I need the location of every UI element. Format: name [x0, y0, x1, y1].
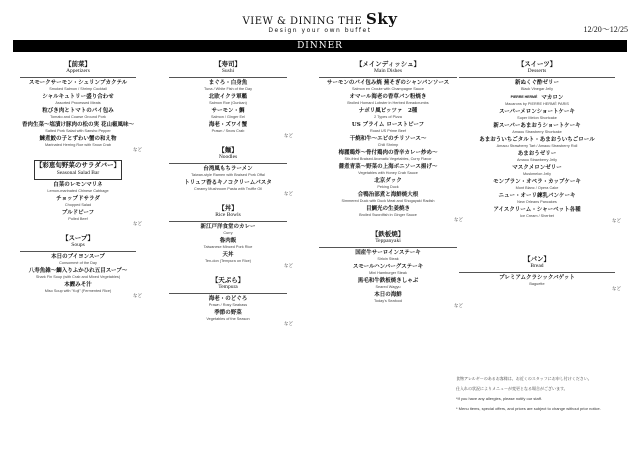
menu-item [163, 224, 293, 236]
menu-item-jp: あまおういちごタルト・あまおういちごロール [479, 137, 595, 143]
menu-item-en: Broiled Swordfish in Ginger Sauce [359, 213, 417, 217]
etc-label: など [284, 134, 293, 139]
menu-item [163, 80, 293, 92]
column-1 [14, 60, 142, 300]
menu-item [453, 80, 621, 92]
tempura-section [163, 276, 293, 328]
menu-item [313, 278, 463, 290]
menu-item-en: Lemon-marinated Chinese Cabbage [47, 189, 109, 193]
column-4 [453, 60, 621, 293]
menu-item [313, 108, 463, 120]
etc-label: など [454, 218, 463, 223]
noodles-section [163, 146, 293, 198]
dinner-banner: DINNER [13, 40, 627, 52]
menu-item [163, 310, 293, 322]
menu-item-jp: 海老・のどぐろ [208, 296, 248, 302]
teppanyaki-section [313, 230, 463, 310]
menu-item-en: Chili Shrimp [377, 143, 399, 147]
section-title-jp: 【鉄板焼】 [371, 230, 405, 238]
footnotes [456, 376, 632, 416]
menu-item-jp: オマール海老の香草パン粉焼き [349, 94, 427, 100]
etc-label: など [612, 219, 621, 224]
menu-item [313, 80, 463, 92]
footnote: *If you have any allergies, please notify our staff. [456, 396, 542, 401]
menu-item-jp: 北京ダック [374, 178, 402, 184]
menu-item-jp: 八寿魚雑～鰤入りふかひれ五目スープ～ [28, 268, 128, 274]
etc-label: など [284, 192, 293, 197]
menu-item-en: Salted Pork Salad with Sansho Pepper [45, 129, 111, 133]
section-title-en: Tempura [218, 284, 238, 290]
menu-item [453, 151, 621, 163]
menu-item-jp: サーモン・鯛 [211, 108, 245, 114]
footnote: 食物アレルギーのあるお客様は、お近くのスタッフにお申し付けください。 [456, 376, 592, 381]
menu-item-jp: 新江戸洋食堂のカレー [200, 224, 256, 230]
menu-item-jp: 季節の野菜 [214, 310, 242, 316]
menu-item-jp: モンブラン・オペラ・カップケーキ [493, 179, 581, 185]
menu-item-jp: 合鴨治部煮と海鮮焼大根 [357, 192, 419, 198]
menu-item [163, 180, 293, 192]
menu-item-en: Shark Fin Soup (with Crab and Mixed Vegetables) [35, 275, 121, 279]
mains-section [313, 60, 463, 224]
section-divider [20, 251, 136, 252]
menu-item-jp: シャルキュトリー盛り合わせ [42, 94, 114, 100]
menu-item [14, 182, 142, 194]
menu-item-jp: ニュー・オーリ練乳パンケーキ [498, 193, 576, 199]
section-title-jp: 【天ぷら】 [211, 276, 245, 284]
menu-item-jp: 台湾風もちラーメン [203, 166, 253, 172]
section-divider [459, 77, 615, 78]
menu-item-en: Roast US Prime Beef [369, 129, 407, 133]
menu-item-en: Salmon Roe (Gunkan) [209, 101, 247, 105]
menu-item [313, 206, 463, 218]
menu-item-en: Smoked Salmon / Shrimp Cocktail [49, 87, 107, 91]
menu-item-jp: 鰊煮鮫の子とずわい蟹の和え物 [39, 136, 117, 142]
menu-item-en: Sirloin Steak [377, 257, 399, 261]
section-title-en: Bread [530, 263, 544, 269]
section-title-jp: 【彩恵旬野菜のサラダバー】 [35, 161, 121, 169]
menu-item-jp: プルドビーフ [61, 210, 95, 216]
menu-item-en: Broiled Homard Lobster in Herbed Breadcrumbs [347, 101, 429, 105]
menu-item-en: Peking Duck [377, 185, 399, 189]
menu-item-jp: アイスクリーム・シャーベット各種 [493, 207, 581, 213]
menu-item-en: Baguette [529, 282, 545, 286]
etc-label: など [133, 148, 142, 153]
menu-item [453, 165, 621, 177]
section-title-en: Rice Bowls [215, 212, 241, 218]
menu-item-jp: 目鯛光の生姜焼き [365, 206, 410, 212]
brand-sky: Sky [366, 10, 398, 28]
menu-item-jp: スーパーメロンショートケーキ [499, 109, 575, 115]
menu-item [163, 296, 293, 308]
menu-item [453, 179, 621, 191]
menu-item [163, 252, 293, 264]
menu-item-en: Taiwanese Minced Pork Rice [203, 245, 253, 249]
etc-label: など [612, 287, 621, 292]
menu-item-en: Vegetables with Honey Crab Sauce [358, 171, 418, 175]
brand-logo [220, 10, 420, 34]
menu-item-en: Tuna / White Fish of the Day [204, 87, 252, 91]
menu-item-jp: トリュフ香るキノコクリームパスタ [184, 180, 272, 186]
soups-section [14, 234, 142, 300]
section-title-en: Teppanyaki [375, 238, 401, 244]
menu-item [313, 94, 463, 106]
menu-item-jp: 本日のブイヨンスープ [51, 254, 105, 260]
menu-item [14, 122, 142, 134]
menu-item [163, 108, 293, 120]
menu-item-jp: マスクメロンゼリー [512, 165, 562, 171]
rice-section [163, 204, 293, 270]
menu-item-jp: 黒毛和牛鉄板焼きしゃぶ [357, 278, 419, 284]
section-title-en: Desserts [527, 68, 547, 74]
menu-item-en: Simmered Duck with Duck Meat and Shogayaki Radish [341, 199, 435, 203]
column-3 [313, 60, 463, 310]
menu-item [14, 268, 142, 280]
menu-item [163, 94, 293, 106]
menu-item-jp: 本日の海鮮 [374, 292, 402, 298]
menu-item [14, 108, 142, 120]
menu-item-jp: まぐろ・白身魚 [208, 80, 248, 86]
menu-item [313, 164, 463, 176]
menu-item-en: Seared Wagyu [375, 285, 401, 289]
menu-item-jp: サーモンのパイ包み焼 蕪そぎのシャンパンソース [326, 80, 450, 86]
menu-item-en: Amaou Strawberry Jelly [516, 158, 558, 162]
section-divider [169, 221, 287, 222]
section-divider [169, 163, 287, 164]
section-title-jp: 【パン】 [524, 255, 550, 263]
menu-item-en: Stir-fried Braised Aromatic Vegetables, Curry Flavor [344, 157, 432, 161]
pierre-herme-logo: PIERRE HERMÉ [510, 95, 538, 99]
section-title-jp: 【寿司】 [215, 60, 241, 68]
menu-item [14, 80, 142, 92]
menu-item [453, 193, 621, 205]
menu-item-en: Amaou Strawberry Shortcake [512, 130, 562, 134]
menu-item-jp: スモークサーモン・シュリンプカクテル [28, 80, 128, 86]
menu-item-jp: 海老・ズワイ蟹 [208, 122, 248, 128]
menu-item-en: Tomato and Coarse Ground Pork [50, 115, 106, 119]
section-title-jp: 【前菜】 [65, 60, 91, 68]
menu-item-en: Black Vinegar Jelly [520, 87, 553, 91]
menu-item-en: Ice Cream / Sherbet [520, 214, 554, 218]
section-title-jp: 【スイーツ】 [517, 60, 557, 68]
menu-item-en: Consommé of the Day [59, 261, 97, 265]
appetizers-section [14, 60, 142, 154]
menu-item-en: New Orleans Pancakes [517, 200, 557, 204]
menu-item-jp: 粒びき肉とトマトのパイ包み [42, 108, 114, 114]
menu-item-en: Salmon en Croute with Champagne Sauce [352, 87, 424, 91]
section-divider [319, 247, 457, 248]
section-title-en: Main Dishes [374, 68, 402, 74]
section-title-jp: 【丼】 [218, 204, 238, 212]
section-divider [169, 293, 287, 294]
section-divider [20, 77, 136, 78]
section-title-en: Sushi [221, 68, 235, 74]
menu-item [453, 123, 621, 135]
section-divider [459, 272, 615, 273]
brand-prefix: VIEW & DINING [242, 16, 339, 27]
menu-item-en: Super Melon Shortcake [517, 116, 557, 120]
menu-item [14, 210, 142, 222]
etc-label: など [133, 222, 142, 227]
brand-the: THE [338, 16, 366, 27]
menu-item [163, 166, 293, 178]
menu-item-en: Taiwan-style Ramen with Braised Pork Offal [191, 173, 265, 177]
menu-item-jp: 干焼和牛～エビのチリソース～ [349, 136, 427, 142]
menu-item [453, 137, 621, 149]
section-title-en: Soups [71, 242, 85, 248]
menu-item [313, 192, 463, 204]
menu-item-en: Amaou Strawberry Tart / Amaou Strawberry Roll [496, 144, 578, 148]
menu-item-jp: 本鰹みそ汁 [64, 282, 92, 288]
menu-item-en: Marinated Herring Roe with Snow Crab [44, 143, 112, 147]
menu-item-jp: あまおうゼリー [517, 151, 557, 157]
menu-item-en: Pulled Beef [68, 217, 88, 221]
menu-item-en: Chopped Salad [64, 203, 92, 207]
menu-item-jp: プレミアムクラシックバゲット [499, 275, 575, 281]
menu-item-en: Creamy Mushroom Pasta with Truffle Oil [193, 187, 263, 191]
menu-item [453, 94, 621, 107]
menu-item [163, 238, 293, 250]
section-divider [319, 77, 457, 78]
footnote: * Menu items, special offers, and prices are subject to change without prior notice. [456, 406, 601, 411]
menu-item [14, 136, 142, 148]
etc-label: など [284, 322, 293, 327]
menu-item-jp: 天丼 [222, 252, 234, 258]
menu-item-en: Salmon / Ginger Eel [211, 115, 245, 119]
menu-item-jp: スモールハンバーグステーキ [352, 264, 424, 270]
sushi-section [163, 60, 293, 140]
section-title-en: Appetizers [66, 68, 90, 74]
bread-section [453, 255, 621, 293]
menu-item [14, 94, 142, 106]
menu-item [453, 207, 621, 219]
menu-item [163, 122, 293, 134]
menu-item [14, 196, 142, 208]
menu-item-jp: 新ぬくぐ酢ゼリー [514, 80, 559, 86]
brand-tagline: Design your own buffet [268, 27, 372, 34]
section-title-en: Noodles [218, 154, 238, 160]
menu-item-jp: 魯肉飯 [219, 238, 237, 244]
section-title-jp: 【メインディッシュ】 [355, 60, 421, 68]
menu-item-jp: 香肉生菜～塩漬け豚肉の松の実 花山椒風味～ [22, 122, 134, 128]
etc-label: など [454, 304, 463, 309]
menu-item-jp: 梅麗鶏炸～骨付鶏肉の香辛カレー炒め～ [338, 150, 438, 156]
menu-item-jp: チョップドサラダ [56, 196, 100, 202]
etc-label: など [133, 294, 142, 299]
column-2 [163, 60, 293, 328]
section-title-jp: 【麺】 [218, 146, 238, 154]
menu-item-en: Vegetables of the Season [206, 317, 250, 321]
menu-item-en: Ten-don (Tempura on Rice) [204, 259, 251, 263]
menu-item-jp: 北欧イクラ軍艦 [208, 94, 248, 100]
menu-item [14, 282, 142, 294]
menu-item-en: Today's Seafood [374, 299, 402, 303]
menu-item-en: Curry [223, 231, 233, 235]
section-title-jp: 【スープ】 [62, 234, 94, 242]
menu-item-en: Macarons by PIERRE HERMÉ PARIS [505, 102, 569, 106]
header [0, 10, 640, 40]
section-divider [169, 77, 287, 78]
menu-item [313, 250, 463, 262]
menu-item-en: Prawn / Rosy Seabass [208, 303, 248, 307]
section-title-en: Seasonal Salad Bar [56, 170, 100, 176]
menu-item-jp: 国産牛サーロインステーキ [355, 250, 421, 256]
date-range: 12/20～12/25 [583, 25, 628, 34]
menu-item [453, 275, 621, 287]
menu-item-jp-row [453, 94, 621, 102]
menu-item [313, 136, 463, 148]
menu-item [313, 292, 463, 304]
menu-item-en: Prawn / Snow Crab [211, 129, 245, 133]
menu-item-jp: 白菜のレモンマリネ [53, 182, 103, 188]
footnote: 仕入れの状況によりメニューが変更となる場合がございます。 [456, 386, 568, 391]
menu-item-jp: US プライム ローストビーフ [351, 122, 425, 128]
menu-item [313, 264, 463, 276]
desserts-section [453, 60, 621, 225]
menu-item-jp: 新スーパーあまおうショートケーキ [493, 123, 581, 129]
menu-item-jp: マカロン [541, 95, 564, 101]
menu-item-en: 2 Types of Pizza [374, 115, 402, 119]
menu-item [453, 109, 621, 121]
menu-item-en: Assorted Processed Meats [55, 101, 101, 105]
salad-title-box [34, 160, 122, 180]
menu-item [313, 122, 463, 134]
menu-item-jp: ナポリ風ピッツァ 2種 [358, 108, 418, 114]
menu-item [313, 178, 463, 190]
etc-label: など [284, 264, 293, 269]
menu-item-en: Miso Soup with "Koji" (Fermented Rice) [44, 289, 112, 293]
salad-section [14, 182, 142, 228]
menu-item-en: Mont Blanc / Opera Cake [515, 186, 559, 190]
menu-item-jp: 醤煮青菜～野菜の上海ボニソース揚げ～ [338, 164, 438, 170]
menu-item-en: Mini Hamburger Steak [369, 271, 407, 275]
menu-item-en: Muskmelon Jelly [522, 172, 552, 176]
menu-item [313, 150, 463, 162]
menu-item [14, 254, 142, 266]
